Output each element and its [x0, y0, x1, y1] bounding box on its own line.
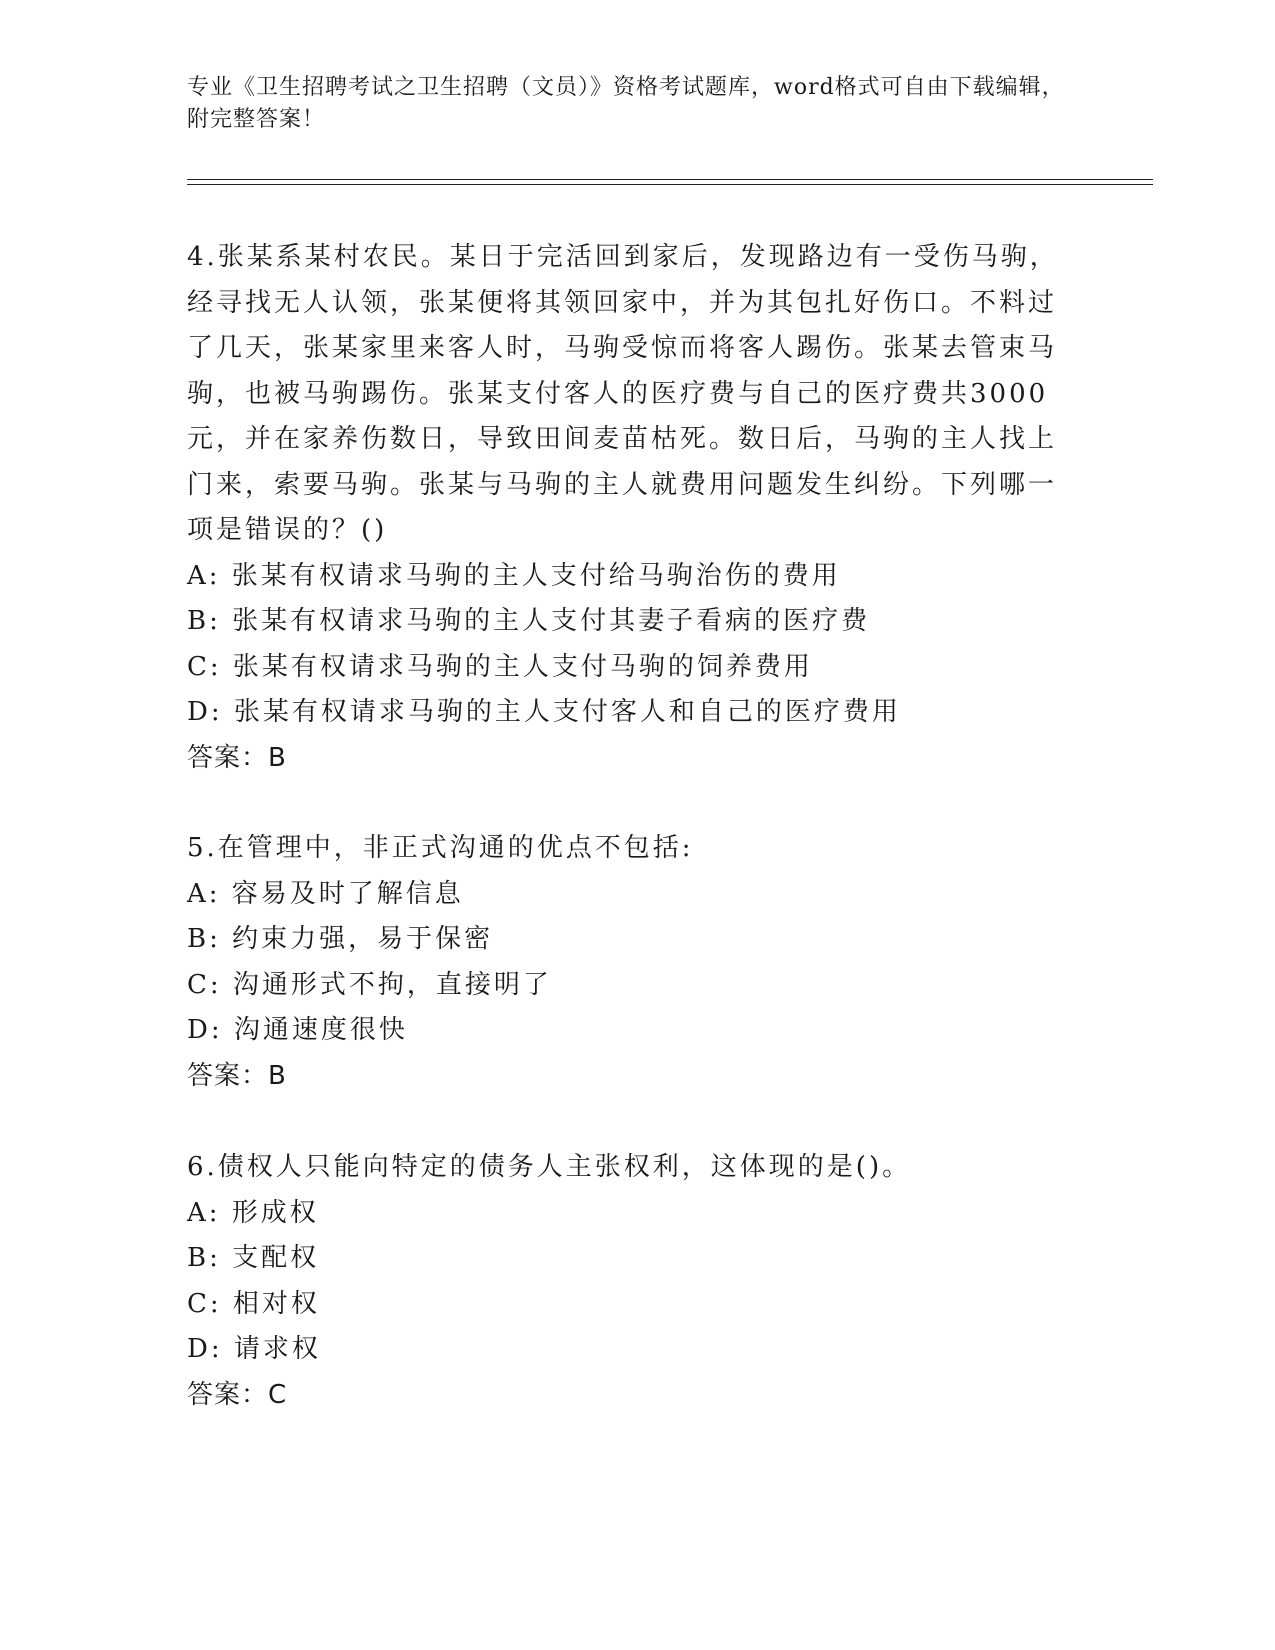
question-stem: 5.在管理中，非正式沟通的优点不包括: [187, 833, 694, 863]
option-d: D: 沟通速度很快 [187, 1015, 408, 1045]
question-stem: 4.张某系某村农民。某日于完活回到家后，发现路边有一受伤马驹，经寻找无人认领，张某便将其领回家中，并为其包扎好伤口。不料过了几天，张某家里来客人时，马驹受惊而将客人踢伤。张某去管束马驹，也被马驹踢伤。张某支付客人的医疗费与自己的医疗费共3000元，并在家养伤数日，导致田间麦苗枯死。数日后，马驹的主人找上门来，索要马驹。张某与马驹的主人就费用问题发生纠纷。下列哪一项是错误的？() [187, 242, 1059, 545]
option-a: A: 形成权 [187, 1197, 319, 1228]
option-a: A: 张某有权请求马驹的主人支付给马驹治伤的费用 [187, 560, 841, 591]
question-6 [187, 1145, 1067, 1418]
option-b: B: 张某有权请求马驹的主人支付其妻子看病的医疗费 [187, 606, 871, 636]
option-d: D: 张某有权请求马驹的主人支付客人和自己的医疗费用 [187, 697, 901, 727]
option-c: C: 沟通形式不拘，直接明了 [187, 969, 552, 1000]
option-c: C: 相对权 [187, 1288, 320, 1319]
question-stem: 6.债权人只能向特定的债务人主张权利，这体现的是()。 [187, 1152, 912, 1182]
header-divider-top [187, 179, 1153, 180]
option-d: D: 请求权 [187, 1334, 321, 1364]
answer: 答案：B [187, 742, 287, 773]
option-b: B: 约束力强，易于保密 [187, 924, 494, 954]
question-4 [187, 235, 1067, 781]
option-b: B: 支配权 [187, 1243, 320, 1273]
question-5 [187, 826, 1067, 1099]
answer: 答案：C [187, 1379, 288, 1410]
answer: 答案：B [187, 1060, 287, 1091]
header-divider-bottom [187, 184, 1153, 185]
option-c: C: 张某有权请求马驹的主人支付马驹的饲养费用 [187, 651, 813, 682]
option-a: A: 容易及时了解信息 [187, 878, 464, 909]
document-header: 专业《卫生招聘考试之卫生招聘（文员）》资格考试题库，word格式可自由下载编辑，附完整答案！ [187, 75, 1065, 132]
